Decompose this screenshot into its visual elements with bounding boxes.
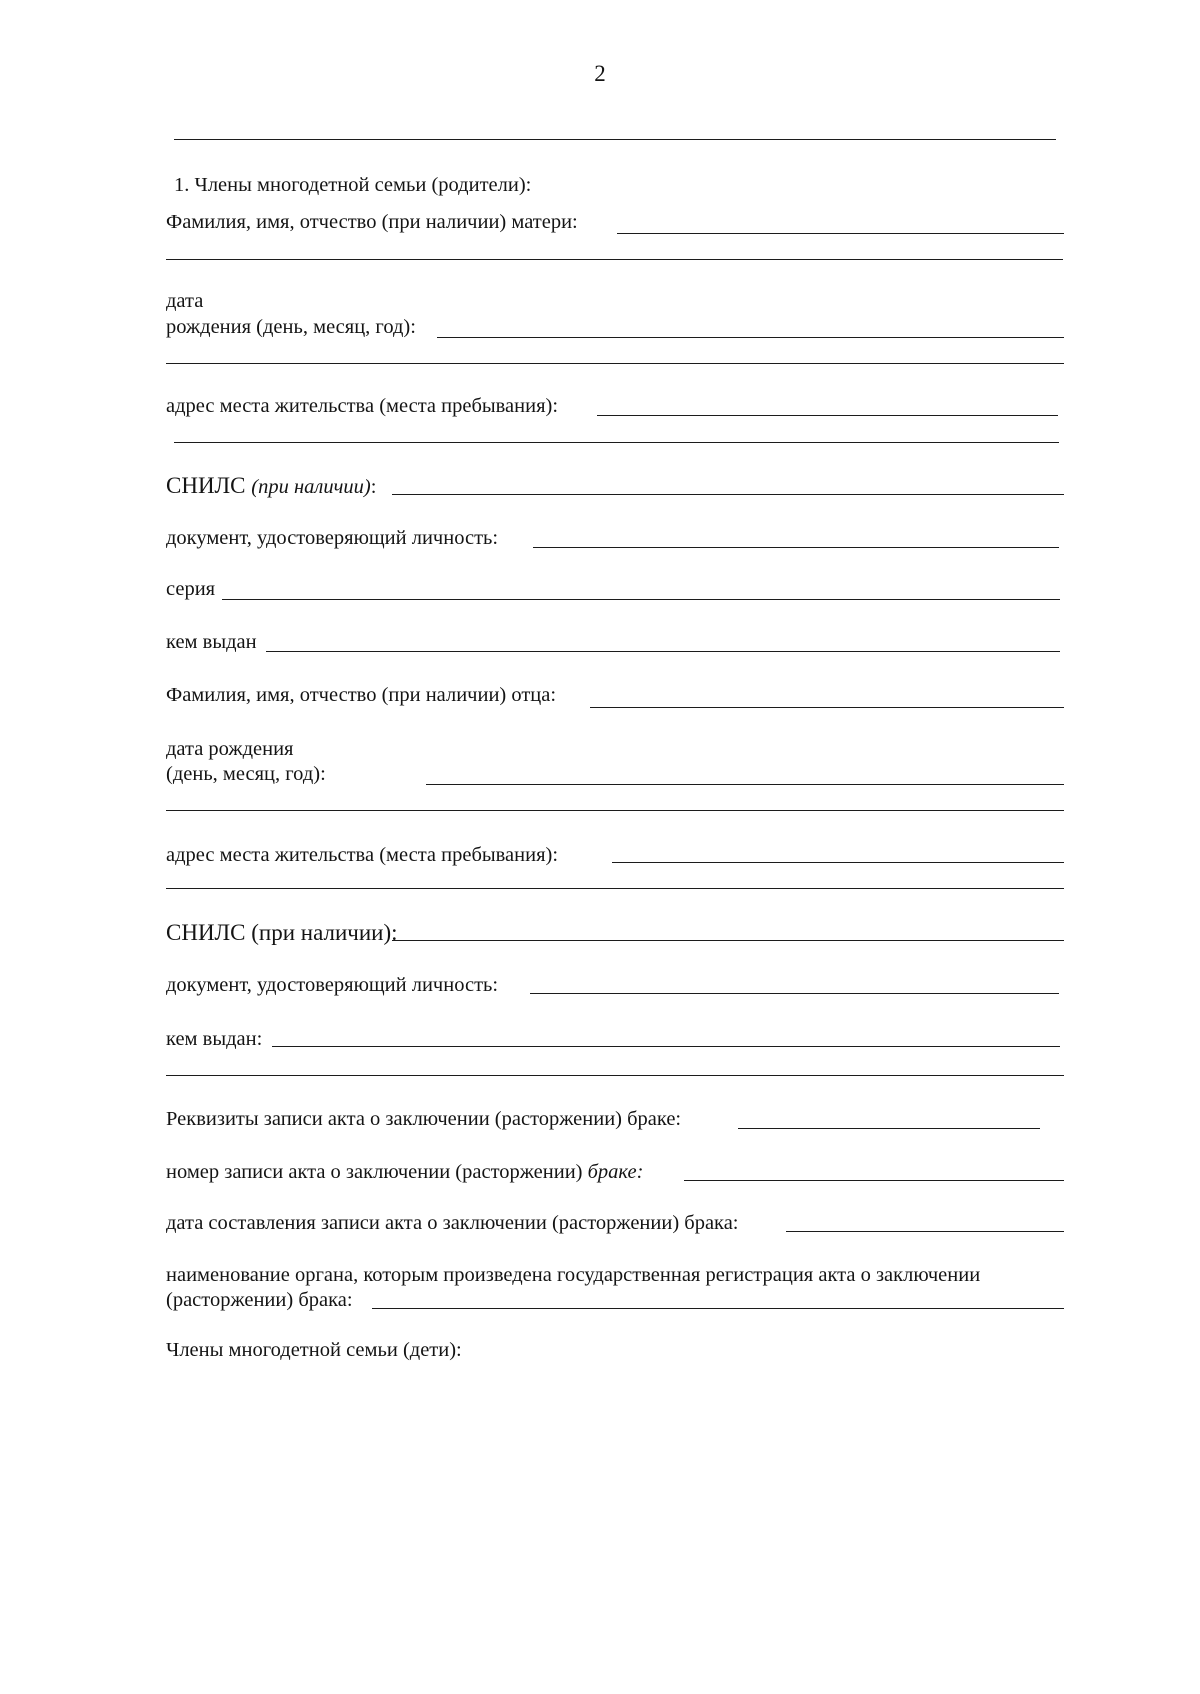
father-fio-label: Фамилия, имя, отчество (при наличии) отца:: [166, 684, 557, 706]
mother-snils-label-italic: (при наличии): [251, 476, 371, 498]
mother-issued-by-label: кем выдан: [166, 631, 257, 653]
mother-fio-line-2: [166, 259, 1063, 260]
mother-id-doc-label: документ, удостоверяющий личность:: [166, 527, 499, 549]
marriage-date-label: дата составления записи акта о заключении (расторжении) брака:: [166, 1212, 739, 1234]
section-children-heading: Члены многодетной семьи (дети):: [166, 1339, 462, 1361]
mother-series-line: [222, 599, 1060, 600]
marriage-number-label: [166, 1162, 643, 1183]
marriage-requisites-line: [738, 1128, 1040, 1129]
mother-issued-by-line: [266, 651, 1060, 652]
marriage-number-label-italic: браке:: [587, 1161, 644, 1183]
mother-fio-label: Фамилия, имя, отчество (при наличии) матери:: [166, 211, 578, 233]
mother-address-line: [597, 415, 1058, 416]
father-issued-by-line-2: [166, 1075, 1064, 1076]
mother-birth-line: [437, 337, 1064, 338]
mother-snils-label-suffix: :: [370, 476, 377, 498]
father-snils-line: [392, 940, 1064, 941]
marriage-authority-line: [372, 1308, 1064, 1309]
father-issued-by-line: [272, 1046, 1060, 1047]
father-birth-line-2: [166, 810, 1064, 811]
father-fio-line: [590, 707, 1064, 708]
father-address-line-2: [166, 888, 1064, 889]
father-issued-by-label: кем выдан:: [166, 1028, 263, 1050]
mother-series-label: серия: [166, 578, 216, 600]
mother-id-doc-line: [533, 547, 1059, 548]
mother-birth-label-line2: рождения (день, месяц, год):: [166, 316, 416, 338]
mother-snils-line: [392, 494, 1064, 495]
father-address-line: [612, 862, 1064, 863]
father-address-label: адрес места жительства (места пребывания):: [166, 844, 559, 866]
mother-address-line-2: [174, 442, 1059, 443]
father-snils-label: СНИЛС (при наличии):: [166, 920, 398, 945]
mother-snils-label-prefix: СНИЛС: [166, 473, 252, 498]
father-id-doc-label: документ, удостоверяющий личность:: [166, 974, 499, 996]
marriage-number-line: [684, 1180, 1064, 1181]
father-birth-label-line1: дата рождения: [166, 738, 294, 760]
mother-birth-line-2: [166, 363, 1064, 364]
marriage-number-label-prefix: номер записи акта о заключении (расторжении): [166, 1161, 588, 1183]
mother-snils-label: [166, 474, 376, 498]
father-birth-line: [426, 784, 1064, 785]
page-number: 2: [594, 61, 606, 86]
father-id-doc-line: [530, 993, 1059, 994]
section-parents-heading: 1. Члены многодетной семьи (родители):: [174, 174, 532, 196]
top-divider: [174, 139, 1056, 140]
mother-fio-line: [617, 233, 1064, 234]
marriage-date-line: [786, 1231, 1064, 1232]
father-birth-label-line2: (день, месяц, год):: [166, 763, 326, 785]
marriage-authority-label-line2: (расторжении) брака:: [166, 1289, 353, 1311]
marriage-authority-label-line1: наименование органа, которым произведена государственная регистрация акта о заключении: [166, 1264, 981, 1286]
mother-birth-label-line1: дата: [166, 290, 204, 312]
mother-address-label: адрес места жительства (места пребывания):: [166, 395, 559, 417]
marriage-requisites-label: Реквизиты записи акта о заключении (расторжении) браке:: [166, 1108, 682, 1130]
